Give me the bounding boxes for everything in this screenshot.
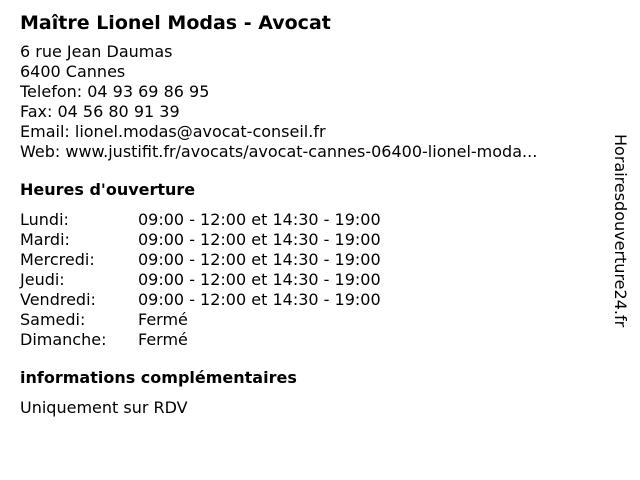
hours-row-tuesday	[20, 230, 605, 250]
site-watermark: Horairesdouverture24.fr	[611, 134, 630, 328]
page-title: Maître Lionel Modas - Avocat	[20, 12, 331, 34]
hours-row-sunday	[20, 330, 605, 350]
hours-row-wednesday	[20, 250, 605, 270]
info-heading: informations complémentaires	[20, 368, 297, 387]
hours-heading: Heures d'ouverture	[20, 180, 196, 199]
hours-table	[20, 210, 605, 350]
hours-row-thursday	[20, 270, 605, 290]
address-street: 6 rue Jean Daumas	[20, 42, 173, 61]
listing-card	[20, 11, 605, 418]
day-hours: Fermé	[138, 330, 188, 349]
email-line: Email: lionel.modas@avocat-conseil.fr	[20, 122, 326, 141]
web-line: Web: www.justifit.fr/avocats/avocat-cannes-06400-lionel-moda...	[20, 142, 538, 161]
day-hours: 09:00 - 12:00 et 14:30 - 19:00	[138, 270, 381, 289]
day-label: Mercredi:	[20, 250, 95, 269]
hours-row-friday	[20, 290, 605, 310]
day-label: Dimanche:	[20, 330, 107, 349]
day-label: Samedi:	[20, 310, 86, 329]
hours-row-saturday	[20, 310, 605, 330]
day-label: Vendredi:	[20, 290, 96, 309]
fax-line: Fax: 04 56 80 91 39	[20, 102, 180, 121]
info-text: Uniquement sur RDV	[20, 398, 188, 417]
day-label: Mardi:	[20, 230, 70, 249]
day-hours: 09:00 - 12:00 et 14:30 - 19:00	[138, 250, 381, 269]
day-hours: Fermé	[138, 310, 188, 329]
day-label: Jeudi:	[20, 270, 65, 289]
day-label: Lundi:	[20, 210, 69, 229]
address-city: 6400 Cannes	[20, 62, 126, 81]
day-hours: 09:00 - 12:00 et 14:30 - 19:00	[138, 210, 381, 229]
day-hours: 09:00 - 12:00 et 14:30 - 19:00	[138, 290, 381, 309]
day-hours: 09:00 - 12:00 et 14:30 - 19:00	[138, 230, 381, 249]
hours-row-monday	[20, 210, 605, 230]
contact-block	[20, 42, 605, 162]
phone-line: Telefon: 04 93 69 86 95	[20, 82, 210, 101]
